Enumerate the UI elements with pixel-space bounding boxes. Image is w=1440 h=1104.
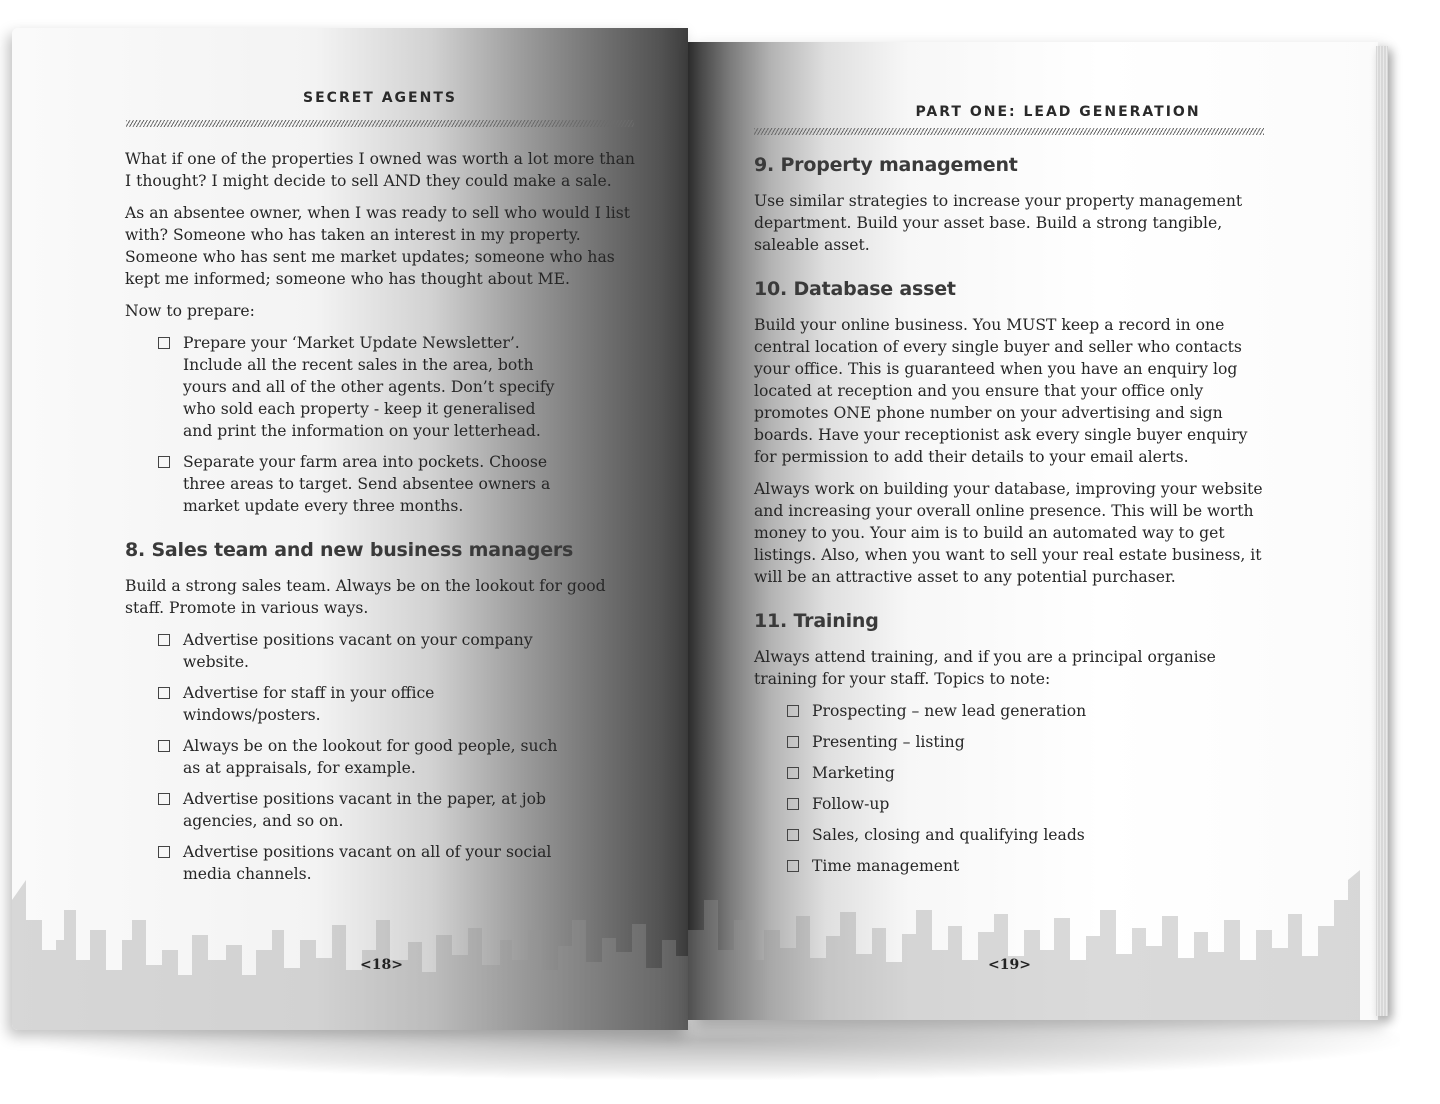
checklist-item-text: Sales, closing and qualifying leads [812, 826, 1085, 844]
right-page-number: <19> [988, 957, 1031, 973]
checkbox-icon [158, 846, 170, 858]
checklist-item-text: Advertise positions vacant on all of your social media channels. [183, 843, 552, 883]
section-heading: 11. Training [754, 610, 879, 632]
checklist-item [125, 788, 575, 832]
paragraph: Now to prepare: [125, 302, 255, 320]
paragraph: As an absentee owner, when I was ready to sell who would I list with? Someone who has taken an interest in my property. Someone who has sent me market updates; someone who has kept me informed; someone who has thought about ME. [125, 204, 631, 288]
checklist-item [125, 451, 565, 517]
training-checklist [754, 700, 1266, 877]
section-heading: 10. Database asset [754, 278, 956, 300]
checklist-item [754, 824, 1266, 846]
right-running-head: PART ONE: LEAD GENERATION [915, 104, 1201, 120]
checkbox-icon [158, 337, 170, 349]
checklist-item-text: Prepare your ‘Market Update Newsletter’. Include all the recent sales in the area, both yours and all of the other agents. Don’t specify who sold each property - keep it generalised and print the information on your letterhead. [183, 334, 555, 440]
left-header-rule [126, 120, 634, 127]
checklist-item-text: Advertise positions vacant in the paper, at job agencies, and so on. [183, 790, 546, 830]
checklist-item [125, 682, 575, 726]
paragraph: Build your online business. You MUST keep a record in one central location of every single buyer and seller who contacts your office. This is guaranteed when you have an enquiry log located at reception and you ensure that your office only promotes ONE phone number on your advertising and sign boards. Have your receptionist ask every single buyer enquiry for permission to add their details to your email alerts. [754, 316, 1248, 466]
checkbox-icon [787, 829, 799, 841]
checklist-item-text: Follow-up [812, 795, 890, 813]
checkbox-icon [787, 798, 799, 810]
checklist-item-text: Time management [812, 857, 960, 875]
left-page-body [125, 148, 635, 895]
checklist-item [125, 841, 575, 885]
prepare-checklist [125, 332, 635, 517]
checklist-item-text: Always be on the lookout for good people, such as at appraisals, for example. [183, 737, 558, 777]
checkbox-icon [158, 793, 170, 805]
checklist-item [125, 332, 565, 442]
left-running-head: SECRET AGENTS [303, 90, 457, 106]
checklist-item-text: Advertise for staff in your office windows/posters. [183, 684, 435, 724]
checklist-item [754, 762, 1266, 784]
checkbox-icon [158, 740, 170, 752]
checkbox-icon [158, 456, 170, 468]
right-header-rule [754, 128, 1264, 135]
checklist-item-text: Separate your farm area into pockets. Choose three areas to target. Send absentee owners a market update every three months. [183, 453, 551, 515]
checkbox-icon [787, 736, 799, 748]
paragraph: What if one of the properties I owned was worth a lot more than I thought? I might decide to sell AND they could make a sale. [125, 150, 635, 190]
city-skyline-illustration [688, 870, 1378, 1020]
checkbox-icon [158, 687, 170, 699]
right-page [688, 42, 1378, 1020]
checklist-item [754, 731, 1266, 753]
left-page [12, 28, 688, 1030]
checkbox-icon [787, 767, 799, 779]
right-page-body [754, 154, 1266, 887]
checklist-item-text: Marketing [812, 764, 895, 782]
checklist-item-text: Presenting – listing [812, 733, 965, 751]
checklist-item-text: Prospecting – new lead generation [812, 702, 1087, 720]
left-page-number: <18> [360, 957, 403, 973]
checkbox-icon [158, 634, 170, 646]
paragraph: Build a strong sales team. Always be on the lookout for good staff. Promote in various ways. [125, 577, 606, 617]
paragraph: Use similar strategies to increase your property management department. Build your asset base. Build a strong tangible, saleable asset. [754, 192, 1243, 254]
page-edge-stack [1376, 46, 1388, 1016]
section-heading: 8. Sales team and new business managers [125, 539, 574, 561]
city-skyline-illustration [12, 880, 688, 1030]
section-heading: 9. Property management [754, 154, 1018, 176]
checklist-item [125, 735, 575, 779]
checkbox-icon [787, 705, 799, 717]
checklist-item [754, 700, 1266, 722]
checklist-item-text: Advertise positions vacant on your company website. [183, 631, 533, 671]
checklist-item [125, 629, 575, 673]
sales-team-checklist [125, 629, 635, 885]
paragraph: Always work on building your database, improving your website and increasing your overall online presence. This will be worth money to you. Your aim is to build an automated way to get listings. Also, when you want to sell your real estate business, it will be an attractive asset to any potential purchaser. [754, 480, 1263, 586]
checklist-item [754, 793, 1266, 815]
paragraph: Always attend training, and if you are a principal organise training for your staff. Topics to note: [754, 648, 1216, 688]
